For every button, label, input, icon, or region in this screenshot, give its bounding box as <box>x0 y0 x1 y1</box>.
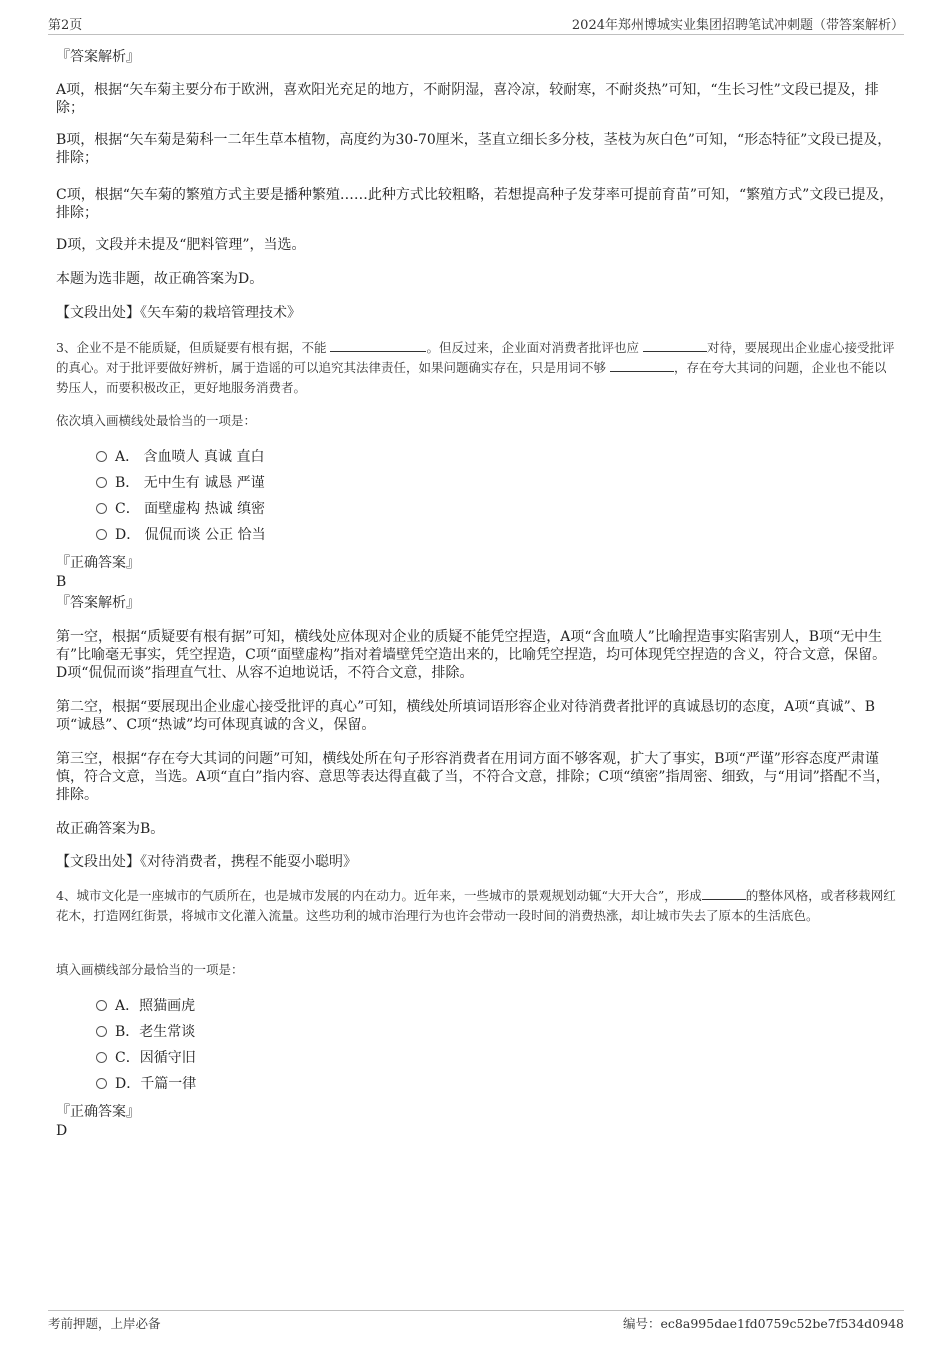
correct-answer: B <box>56 574 67 590</box>
radio-icon[interactable] <box>96 529 107 540</box>
question-4-prompt: 填入画横线部分最恰当的一项是： <box>56 962 244 977</box>
fill-blank <box>702 887 746 900</box>
fill-blank <box>330 339 426 352</box>
analysis-conclusion: 故正确答案为B。 <box>56 821 165 837</box>
document-title: 2024年郑州博城实业集团招聘笔试冲刺题（带答案解析） <box>571 18 904 33</box>
analysis-blank-3: 第三空，根据“存在夸大其词的问题”可知，横线处所在句子形容消费者在用词方面不够客观，扩大了事实，B项“严谨”形容态度严肃谨慎，符合文意，当选。A项“直白”指内容、意思等表达得直截了当，不符合文意，排除；C项“缜密”指周密、细致，与“用词”搭配不当，排除。 <box>56 751 890 803</box>
correct-answer-label: 『正确答案』 <box>56 1104 140 1120</box>
option-c[interactable]: C． 面壁虚构 热诚 缜密 <box>96 500 265 518</box>
page-number: 第2页 <box>48 18 83 33</box>
analysis-label: 『答案解析』 <box>56 49 140 65</box>
analysis-conclusion: 本题为选非题，故正确答案为D。 <box>56 271 264 287</box>
option-b[interactable]: B．老生常谈 <box>96 1023 195 1041</box>
fill-blank <box>643 339 707 352</box>
correct-answer-label: 『正确答案』 <box>56 555 140 571</box>
radio-icon[interactable] <box>96 477 107 488</box>
option-a[interactable]: A． 含血喷人 真诚 直白 <box>96 448 264 466</box>
radio-icon[interactable] <box>96 1000 107 1011</box>
question-4-stem: 4、城市文化是一座城市的气质所在，也是城市发展的内在动力。近年来，一些城市的景观规划动辄“大开大合”，形成 的整体风格，或者移栽网红花木，打造网红街景，将城市文化灌入流量。这些功利的城市治理行为也许会带动一段时间的消费热涨，却让城市失去了原本的生活底色。 <box>56 888 896 923</box>
page-footer <box>48 1310 904 1331</box>
passage-source: 【文段出处】《对待消费者，携程不能耍小聪明》 <box>56 854 357 870</box>
analysis-blank-1: 第一空，根据“质疑要有根有据”可知，横线处应体现对企业的质疑不能凭空捏造，A项“含血喷人”比喻捏造事实陷害别人，B项“无中生有”比喻毫无事实，凭空捏造，C项“面壁虚构”指对着墙壁凭空造出来的，比喻凭空捏造，均可体现凭空捏造的含义，符合文意，保留。D项“侃侃而谈”指理直气壮、从容不迫地说话，不符合文意，排除。 <box>56 629 887 681</box>
passage-source: 【文段出处】《矢车菊的栽培管理技术》 <box>56 305 301 321</box>
analysis-paragraph-a: A项，根据“矢车菊主要分布于欧洲，喜欢阳光充足的地方，不耐阴湿，喜冷凉，较耐寒，不耐炎热”可知，“生长习性”文段已提及，排除； <box>56 82 879 116</box>
document-code: 编号：ec8a995dae1fd0759c52be7f534d0948 <box>623 1316 904 1331</box>
analysis-paragraph-d: D项，文段并未提及“肥料管理”，当选。 <box>56 237 306 253</box>
analysis-paragraph-c: C项，根据“矢车菊的繁殖方式主要是播种繁殖……此种方式比较粗略，若想提高种子发芽率可提前育苗”可知，“繁殖方式”文段已提及，排除； <box>56 187 894 221</box>
option-a[interactable]: A．照猫画虎 <box>96 997 195 1015</box>
radio-icon[interactable] <box>96 1078 107 1089</box>
radio-icon[interactable] <box>96 503 107 514</box>
question-3-stem: 3、企业不是不能质疑，但质疑要有根有据，不能 。但反过来，企业面对消费者批评也应 对待，要展现出企业虚心接受批评的真心。对于批评要做好辨析，属于造谣的可以追究其法律责任，如果问题确实存在，只是用词不够 ，存在夸大其词的问题，企业也不能以势压人，而要积极改正，更好地服务消费者。 <box>56 340 895 395</box>
correct-answer: D <box>56 1123 68 1139</box>
analysis-label: 『答案解析』 <box>56 595 140 611</box>
fill-blank <box>610 359 674 372</box>
radio-icon[interactable] <box>96 1052 107 1063</box>
radio-icon[interactable] <box>96 451 107 462</box>
page-header <box>48 14 904 35</box>
analysis-paragraph-b: B项，根据“矢车菊是菊科一二年生草本植物，高度约为30-70厘米，茎直立细长多分枝，茎枝为灰白色”可知，“形态特征”文段已提及，排除； <box>56 132 892 166</box>
option-d[interactable]: D． 侃侃而谈 公正 恰当 <box>96 526 266 544</box>
option-c[interactable]: C．因循守旧 <box>96 1049 196 1067</box>
question-3-prompt: 依次填入画横线处最恰当的一项是： <box>56 413 257 428</box>
footer-note: 考前押题，上岸必备 <box>48 1316 161 1331</box>
radio-icon[interactable] <box>96 1026 107 1037</box>
option-b[interactable]: B． 无中生有 诚恳 严谨 <box>96 474 265 492</box>
analysis-blank-2: 第二空，根据“要展现出企业虚心接受批评的真心”可知，横线处所填词语形容企业对待消费者批评的真诚恳切的态度，A项“真诚”、B项“诚恳”、C项“热诚”均可体现真诚的含义，保留。 <box>56 699 876 733</box>
option-d[interactable]: D．千篇一律 <box>96 1075 196 1093</box>
